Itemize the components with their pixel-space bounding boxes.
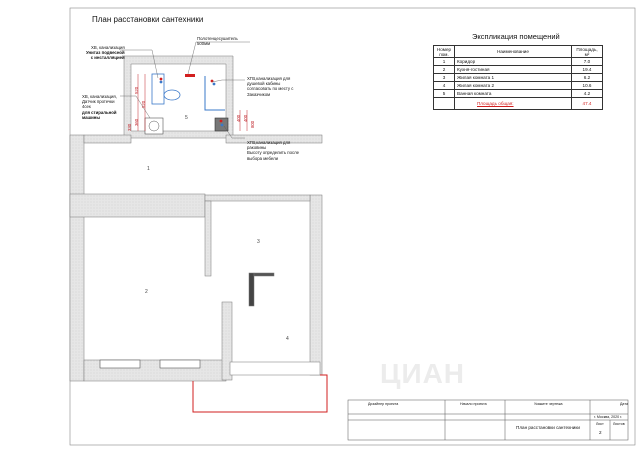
column-header: Номер пом. [434, 46, 455, 58]
washing-machine [145, 118, 163, 134]
dimension-label: 360 [134, 118, 139, 126]
table-row: 2 Кухня-гостиная 19.4 [434, 66, 603, 74]
stamp-sheet-title: План расстановки сантехники [516, 425, 580, 430]
note-toilet: ХВ, канализация Унитаз подвесной с инсталляцией [86, 45, 125, 61]
shower [205, 76, 225, 110]
towel-dryer [185, 74, 195, 77]
dimension-label: 330 [127, 123, 132, 131]
column-header: Площадь, м² [572, 46, 603, 58]
stamp-sheet-number: 2 [599, 430, 602, 435]
table-row: 5 Ванная комната 4.2 [434, 90, 603, 98]
stamp-date-label: Дата [620, 402, 628, 406]
dimension-label: 520 [134, 86, 139, 94]
note-washing-machine: ХВ, канализация, Датчик протечки 4сек для стиральной машины [82, 94, 117, 120]
total-area-value: 47.4 [572, 98, 603, 110]
stamp-address: Укажите чертежа [534, 402, 563, 406]
explication-title: Экспликация помещений [472, 32, 560, 41]
dimension-label: 400 [236, 114, 241, 122]
title-block [348, 400, 628, 440]
note-shower: ХГВ,канализация для душевой кабины согласовать по месту с Заказчиком [247, 76, 294, 97]
room-number: 5 [185, 115, 188, 121]
watermark: ЦИАН [380, 358, 466, 389]
stamp-city: г. Москва, 2020 г. [594, 415, 622, 419]
stamp-sheet-label: Лист [596, 422, 604, 426]
room-number: 3 [257, 239, 260, 245]
stamp-start: Начало проекта [460, 402, 487, 406]
toilet [164, 90, 180, 100]
bathroom-fixtures [145, 74, 228, 134]
table-header-row [434, 46, 603, 58]
stamp-sheets-label: Листов [613, 422, 625, 426]
table-row: 1 Коридор 7.0 [434, 58, 603, 66]
column-header: Наименование [455, 46, 572, 58]
stamp-designer: Дизайнер проекта [368, 402, 399, 406]
table-row: 3 Жилая комната 1 6.2 [434, 74, 603, 82]
note-towel-dryer: Полотенцесушитель 500мм [197, 36, 238, 47]
total-area-label: Площадь общая: [455, 98, 572, 110]
explication-table [433, 45, 603, 110]
room-number: 1 [147, 166, 150, 172]
dimension-label: 400 [243, 114, 248, 122]
room-number: 2 [145, 289, 148, 295]
note-sink: ХГВ,канализация для раковины Высоту определить после выбора мебели [247, 140, 300, 161]
page-title: План расстановки сантехники [92, 15, 204, 24]
dimension-label: 520 [141, 100, 146, 108]
table-total-row [434, 98, 603, 110]
table-row: 4 Жилая комната 2 10.6 [434, 82, 603, 90]
dimension-label: 800 [250, 120, 255, 128]
room-number: 4 [286, 336, 289, 342]
